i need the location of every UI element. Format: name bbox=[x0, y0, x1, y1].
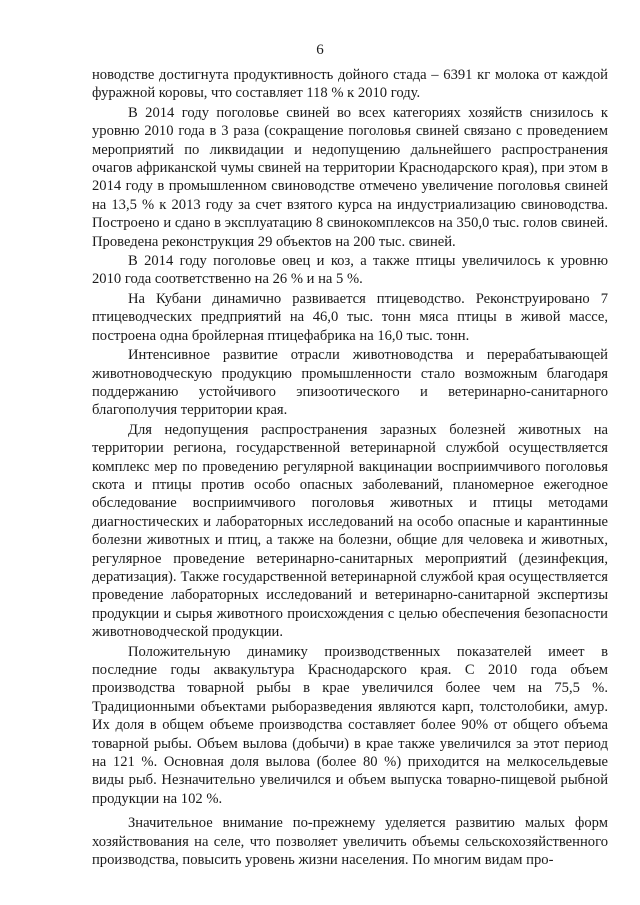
paragraph-livestock-development: Интенсивное развитие отрасли животноводства и перерабатывающей животноводческую продукцию промышленности стало возможным благодаря поддержанию устойчивого эпизоотического и ветеринарно-санитарного благополучия территории края. bbox=[92, 347, 608, 419]
document-body bbox=[92, 66, 608, 869]
paragraph-veterinary-measures: Для недопущения распространения заразных болезней животных на территории региона, государственной ветеринарной службой осуществляется комплекс мер по проведению регулярной вакцинации восприимчивого поголовья скота и птицы против особо опасных заболеваний, планомерное ежегодное обследование восприимчивого поголовья животных и птицы методами диагностических и лабораторных исследований на особо опасные и карантинные болезни животных и птиц, а также на болезни, общие для человека и животных, регулярное проведение ветеринарно-санитарных мероприятий (дезинфекция, дератизация). Также государственной ветеринарной службой края осуществляется проведение лабораторных исследований и ветеринарно-санитарной экспертизы продукции и сырья животного происхождения с целью обеспечения безопасности животноводческой продукции. bbox=[92, 421, 608, 641]
paragraph-dairy-productivity: новодстве достигнута продуктивность дойного стада – 6391 кг молока от каждой фуражной коровы, что составляет 118 % к 2010 году. bbox=[92, 67, 608, 102]
page-number: 6 bbox=[316, 42, 324, 58]
paragraph-sheep-goats-poultry: В 2014 году поголовье овец и коз, а также птицы увеличилось к уровню 2010 года соответственно на 26 % и на 5 %. bbox=[92, 253, 608, 288]
paragraph-aquaculture: Положительную динамику производственных показателей имеет в последние годы аквакультура Краснодарского края. С 2010 года объем производства товарной рыбы в крае увеличился более чем на 75,5 %. Традиционными объектами рыборазведения являются карп, толстолобики, амур. Их доля в общем объеме производства составляет более 90% от общего объема товарной рыбы. Объем вылова (добычи) в крае также увеличился за этот период на 121 %. Основная доля вылова (более 80 %) приходится на мелкосельдевые виды рыб. Незначительно увеличился и объем выпуска товарно-пищевой рыбной продукции на 102 %. bbox=[92, 643, 608, 807]
paragraph-pig-population: В 2014 году поголовье свиней во всех категориях хозяйств снизилось к уровню 2010 года в 3 раза (сокращение поголовья свиней связано с проведением мероприятий по ликвидации и недопущению дальнейшего распространения очагов африканской чумы свиней на территории Краснодарского края), при этом в 2014 году в промышленном свиноводстве отмечено увеличение поголовья свиней на 13,5 % к 2013 году за счет взятого курса на индустриализацию свиноводства. Построено и сдано в эксплуатацию 8 свинокомплексов на 350,0 тыс. голов свиней. Проведена реконструкция 29 объектов на 200 тыс. свиней. bbox=[92, 104, 608, 250]
paragraph-small-farming: Значительное внимание по-прежнему уделяется развитию малых форм хозяйствования на селе, что позволяет увеличить объемы сельскохозяйственного производства, повысить уровень жизни населения. По многим видам про- bbox=[92, 815, 608, 869]
paragraph-poultry-farming: На Кубани динамично развивается птицеводство. Реконструировано 7 птицеводческих предприятий на 46,0 тыс. тонн мяса птицы в живой массе, построена одна бройлерная птицефабрика на 16,0 тыс. тонн. bbox=[92, 290, 608, 344]
